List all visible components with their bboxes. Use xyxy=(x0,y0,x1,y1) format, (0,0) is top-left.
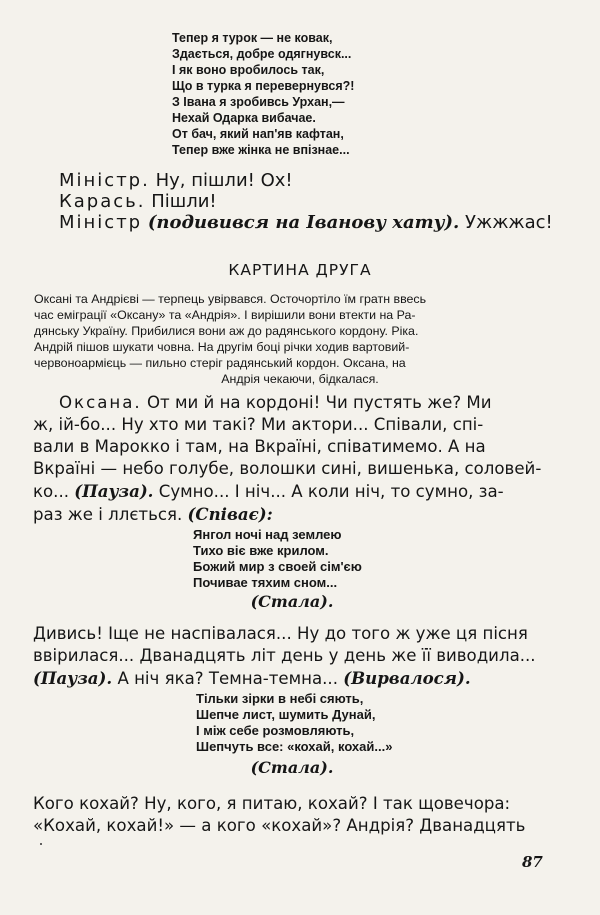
para-text: ко... xyxy=(33,482,75,501)
verse-line: Янгол ночі над землею xyxy=(193,527,342,542)
dialog-text: Пішли! xyxy=(145,191,217,212)
dialog-line xyxy=(59,212,553,233)
stage-direction: (подивився на Іванову хату). xyxy=(147,212,460,233)
para-text: Сумно... І ніч... А коли ніч, то сумно, за- xyxy=(153,482,504,501)
dialog-text: Ну, пішли! Ох! xyxy=(149,170,293,191)
para-line: Дивись! Іще не наспівалася... Ну до того ж уже ця пісня xyxy=(33,624,528,643)
dialog-line xyxy=(59,170,553,191)
song-verse-1 xyxy=(193,527,362,591)
stage-direction-stala: (Стала). xyxy=(250,592,334,611)
para-line xyxy=(33,503,573,526)
oksana-question xyxy=(33,793,573,837)
synopsis-line: Оксані та Андрієві — терпець увірвався. Осточортіло їм гратн ввесь xyxy=(34,292,427,306)
para-text: А ніч яка? Темна-темна... xyxy=(112,669,344,688)
stage-direction: (Пауза). xyxy=(33,668,113,688)
synopsis-line: дянську Україну. Прибилися вони аж до радянського кордону. Ріка. xyxy=(34,324,419,338)
synopsis-line: червоноармієць — пильно стеріг радянський кордон. Оксана, на xyxy=(34,356,406,370)
para-line xyxy=(33,392,573,414)
verse-line: Почивае тяхим сном... xyxy=(193,575,338,590)
scene-heading: КАРТИНА ДРУГА xyxy=(228,261,372,279)
synopsis-line: Андрій пішов шукати човна. На другім боці річки ходив вартовий- xyxy=(34,340,410,354)
speaker-name: Міністр xyxy=(59,212,143,233)
verse-line: Тепер я турок — не ковак, xyxy=(172,31,333,45)
print-speck xyxy=(40,843,42,845)
oksana-continues xyxy=(33,623,573,690)
speaker-name: Міністр. xyxy=(59,170,150,191)
verse-line: І між себе розмовляють, xyxy=(196,723,355,738)
dialog-line xyxy=(59,191,553,212)
song-verse-2 xyxy=(196,691,392,755)
verse-line: Здається, добре одягнувск... xyxy=(172,47,352,61)
speaker-name: Оксана. xyxy=(59,393,142,412)
para-line: ввірилася... Дванадцять літ день у день же її виводила... xyxy=(33,646,536,665)
verse-line: Божий мир з своей сім'єю xyxy=(193,559,362,574)
para-line: ж, ій-бо... Ну хто ми такі? Ми актори... Співали, спі- xyxy=(33,415,484,434)
synopsis-line: Андрія чекаючи, бідкалася. xyxy=(221,372,379,386)
stage-direction: (Співає): xyxy=(187,504,273,524)
synopsis-line: час еміграції «Оксану» та «Андрія». І вирішили вони втекти на Ра- xyxy=(34,308,416,322)
page-number: 87 xyxy=(522,853,543,871)
stage-direction-stala: (Стала). xyxy=(250,758,334,777)
verse-line: Шепче лист, шумить Дунай, xyxy=(196,707,376,722)
para-line: Кого кохай? Ну, кого, я питаю, кохай? І так щовечора: xyxy=(33,794,511,813)
verse-line: От бач, який нап'яв кафтан, xyxy=(172,127,344,141)
verse-line: Нехай Одарка вибачае. xyxy=(172,111,316,125)
verse-intro xyxy=(172,30,354,158)
stage-direction: (Вирвалося). xyxy=(343,668,471,688)
verse-line: Шепчуть все: «кохай, кохай...» xyxy=(196,739,393,754)
speaker-name: Карась. xyxy=(59,191,146,212)
verse-line: Тихо віє вже крилом. xyxy=(193,543,329,558)
verse-line: З Івана я зробивсь Урхан,— xyxy=(172,95,345,109)
para-text: От ми й на кордоні! Чи пустять же? Ми xyxy=(141,393,492,412)
dialog-block xyxy=(59,170,553,233)
para-line: «Кохай, кохай!» — а кого «кохай»? Андрія? Дванадцять xyxy=(33,816,526,835)
para-line xyxy=(33,480,573,503)
scene-synopsis xyxy=(34,291,566,387)
dialog-text: Ужжжас! xyxy=(459,212,553,233)
verse-line: І як воно вробилось так, xyxy=(172,63,325,77)
verse-line: Тільки зірки в небі сяють, xyxy=(196,691,364,706)
para-line xyxy=(33,667,573,690)
stage-direction: (Пауза). xyxy=(74,481,154,501)
verse-line: Тепер вже жінка не впізнае... xyxy=(172,143,350,157)
oksana-monologue xyxy=(33,392,573,526)
para-line: Вкраїні — небо голубе, волошки сині, вишенька, соловей- xyxy=(33,459,542,478)
para-text: раз же і ллється. xyxy=(33,505,188,524)
para-line: вали в Марокко і там, на Вкраїні, співатимемо. А на xyxy=(33,437,486,456)
verse-line: Що в турка я перевернувся?! xyxy=(172,79,355,93)
